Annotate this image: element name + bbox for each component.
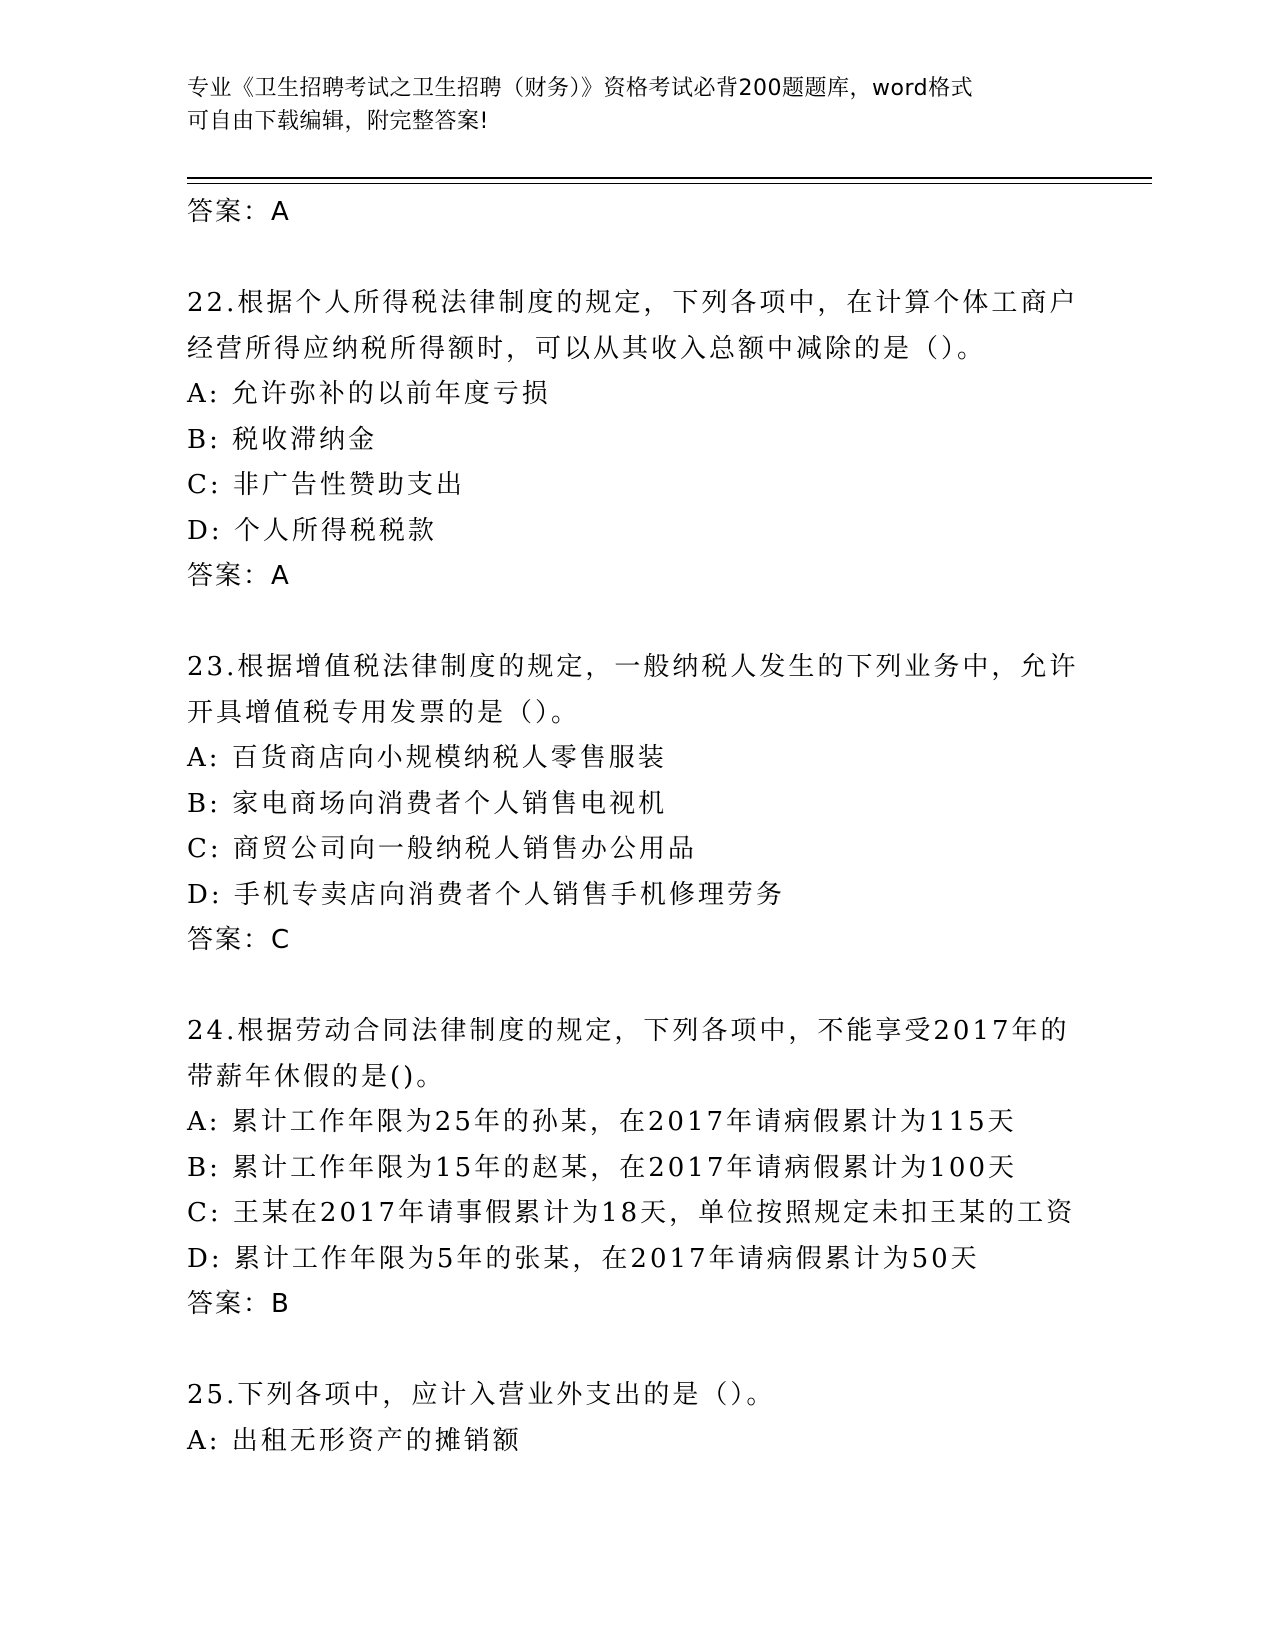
- question-stem: 23.根据增值税法律制度的规定，一般纳税人发生的下列业务中，允许: [187, 652, 1079, 682]
- option-b: B: 家电商场向消费者个人销售电视机: [187, 788, 668, 819]
- header-divider-thick: [187, 177, 1152, 179]
- spacer: [187, 236, 1107, 282]
- question-block: [187, 645, 1107, 964]
- option-a: A: 百货商店向小规模纳税人零售服装: [187, 743, 667, 773]
- question-block: [187, 281, 1107, 600]
- option-b: B: 累计工作年限为15年的赵某，在2017年请病假累计为100天: [187, 1152, 1018, 1183]
- question-block: [187, 1373, 1107, 1464]
- header-line-2: 可自由下载编辑，附完整答案!: [187, 109, 489, 134]
- answer-line: 答案：A: [187, 561, 291, 591]
- answer-line: 答案：B: [187, 1289, 291, 1319]
- question-stem: 带薪年休假的是()。: [187, 1061, 446, 1092]
- option-c: C: 商贸公司向一般纳税人销售办公用品: [187, 834, 697, 864]
- spacer: [187, 964, 1107, 1010]
- question-list: [187, 190, 1107, 1464]
- answer-line: 答案：C: [187, 925, 292, 955]
- option-c: C: 王某在2017年请事假累计为18天，单位按照规定未扣王某的工资: [187, 1198, 1076, 1228]
- option-a: A: 累计工作年限为25年的孙某，在2017年请病假累计为115天: [187, 1107, 1017, 1137]
- header-divider-thin: [187, 183, 1152, 184]
- question-stem: 22.根据个人所得税法律制度的规定，下列各项中，在计算个体工商户: [187, 288, 1079, 318]
- option-a: A: 允许弥补的以前年度亏损: [187, 379, 551, 409]
- spacer: [187, 1328, 1107, 1374]
- option-d: D: 累计工作年限为5年的张某，在2017年请病假累计为50天: [187, 1243, 980, 1274]
- question-stem: 25.下列各项中，应计入营业外支出的是（）。: [187, 1380, 776, 1410]
- option-a: A: 出租无形资产的摊销额: [187, 1425, 522, 1456]
- header-line-1: 专业《卫生招聘考试之卫生招聘（财务）》资格考试必背200题题库，word格式: [187, 76, 974, 101]
- option-d: D: 手机专卖店向消费者个人销售手机修理劳务: [187, 879, 785, 910]
- option-d: D: 个人所得税税款: [187, 515, 437, 546]
- answer-line: 答案：A: [187, 197, 291, 227]
- question-stem: 经营所得应纳税所得额时，可以从其收入总额中减除的是（）。: [187, 333, 987, 364]
- question-stem: 24.根据劳动合同法律制度的规定，下列各项中，不能享受2017年的: [187, 1016, 1070, 1046]
- question-block: [187, 1009, 1107, 1328]
- option-b: B: 税收滞纳金: [187, 424, 378, 455]
- question-stem: 开具增值税专用发票的是（）。: [187, 697, 581, 728]
- spacer: [187, 600, 1107, 646]
- option-c: C: 非广告性赞助支出: [187, 470, 465, 500]
- page-header: [187, 72, 1087, 138]
